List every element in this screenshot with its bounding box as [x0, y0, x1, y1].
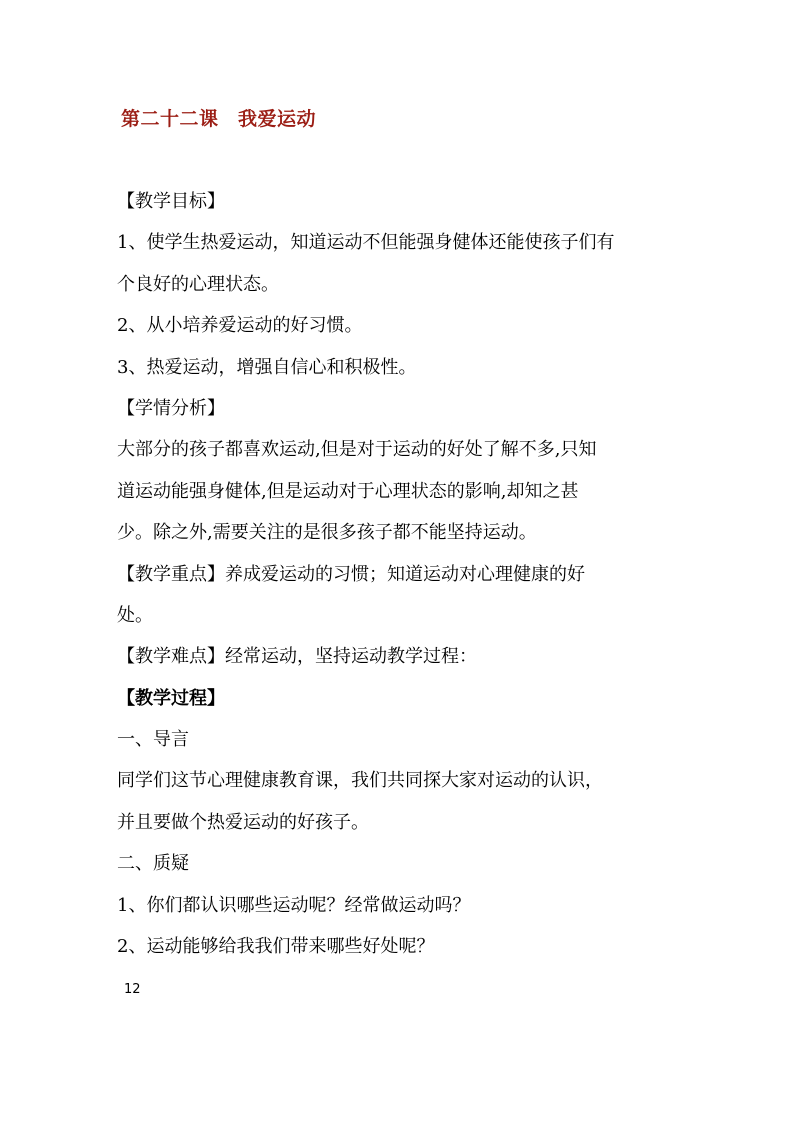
objective-item-3: 3、热爱运动，增强自信心和积极性。	[117, 356, 417, 378]
process-step-introduction: 一、导言	[117, 729, 189, 751]
objective-item-2: 2、从小培养爱运动的好习惯。	[117, 315, 363, 337]
question-item-2: 2、运动能够给我我们带来哪些好处呢？	[117, 936, 435, 958]
section-heading-process: 【教学过程】	[117, 687, 225, 709]
introduction-text-line-1: 同学们这节心理健康教育课，我们共同探大家对运动的认识，	[117, 770, 603, 792]
section-heading-objectives: 【教学目标】	[117, 191, 225, 212]
analysis-text-line-2: 道运动能强身健体,但是运动对于心理状态的影响,却知之甚	[117, 480, 579, 502]
lesson-body	[117, 181, 677, 967]
page-number: 12	[124, 982, 141, 997]
objective-item-1-continued: 个良好的心理状态。	[117, 273, 279, 295]
process-step-questions: 二、质疑	[117, 853, 189, 875]
analysis-text-line-3: 少。除之外,需要关注的是很多孩子都不能坚持运动。	[117, 522, 537, 544]
teaching-difficulties: 【教学难点】经常运动，坚持运动教学过程：	[117, 646, 477, 668]
teaching-key-points: 【教学重点】养成爱运动的习惯；知道运动对心理健康的好	[117, 563, 585, 585]
question-item-1: 1、你们都认识哪些运动呢？经常做运动吗？	[117, 894, 471, 916]
objective-item-1: 1、使学生热爱运动，知道运动不但能强身健体还能使孩子们有	[117, 232, 615, 254]
section-heading-analysis: 【学情分析】	[117, 397, 225, 419]
teaching-key-points-continued: 处。	[117, 604, 153, 626]
lesson-title: 第二十二课 我爱运动	[121, 108, 317, 130]
analysis-text-line-1: 大部分的孩子都喜欢运动,但是对于运动的好处了解不多,只知	[117, 439, 597, 461]
introduction-text-line-2: 并且要做个热爱运动的好孩子。	[117, 811, 369, 833]
